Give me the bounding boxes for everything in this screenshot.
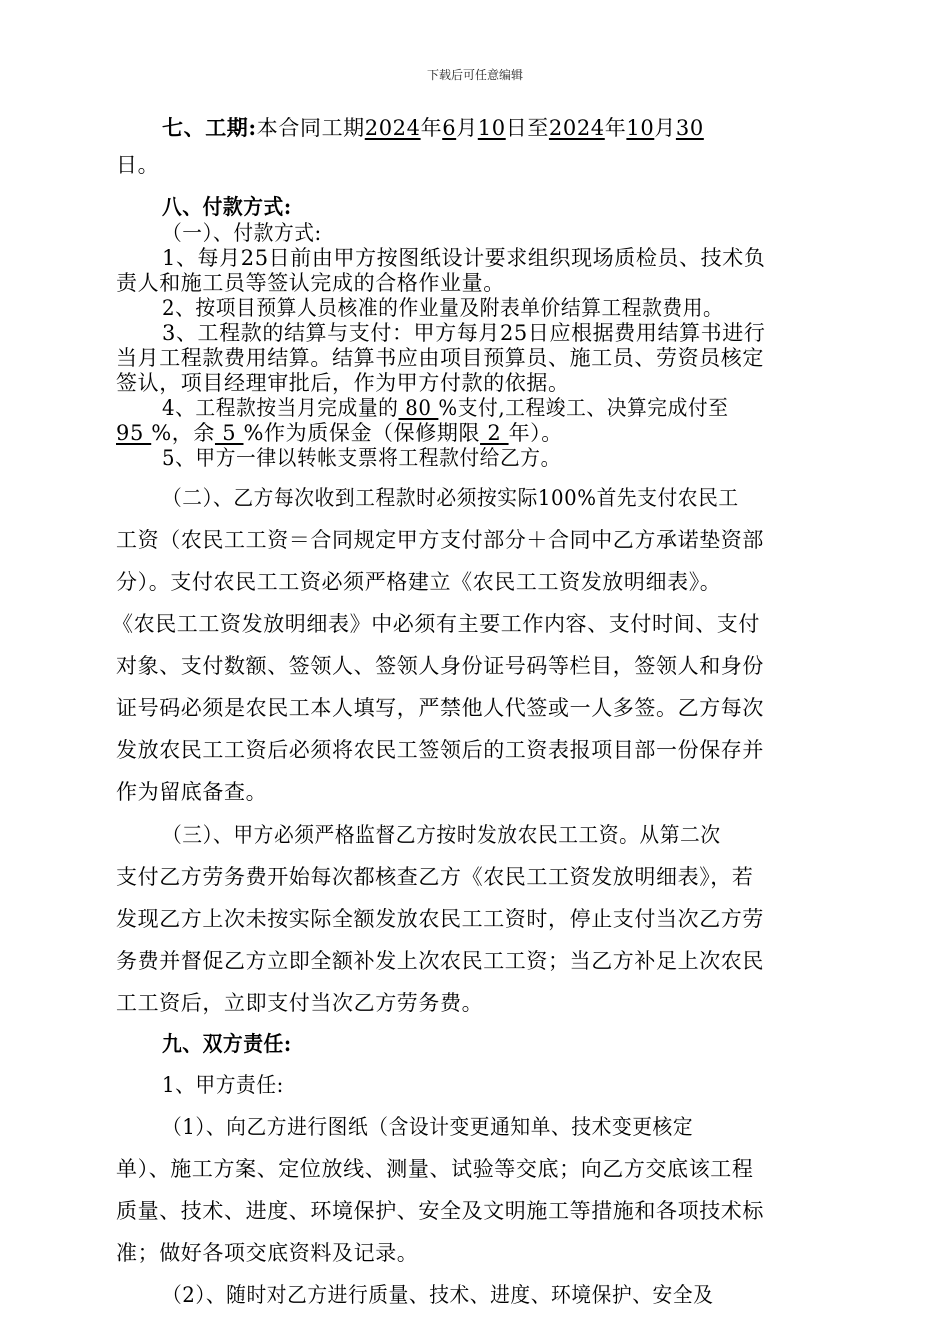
payment-sub3-line: 支付乙方劳务费开始每次都核查乙方《农民工工资发放明细表》，若 [116, 865, 754, 889]
payment-item-1-cont: 责人和施工员等签认完成的合格作业量。 [116, 271, 505, 295]
payment-sub2-line: （二）、乙方每次收到工程款时必须按实际100%首先支付农民工 [162, 486, 739, 510]
payment-sub2-line: 《农民工工资发放明细表》中必须有主要工作内容、支付时间、支付 [112, 612, 760, 636]
payment-item-1: 1、每月25日前由甲方按图纸设计要求组织现场质检员、技术负 [162, 246, 766, 270]
party-a-duty-1-line: 准；做好各项交底资料及记录。 [116, 1241, 419, 1265]
party-a-duties-title: 1、甲方责任: [162, 1073, 284, 1097]
payment-sub2-line: 证号码必须是农民工本人填写，严禁他人代签或一人多签。乙方每次 [116, 696, 764, 720]
payment-sub3-line: 务费并督促乙方立即全额补发上次农民工工资；当乙方补足上次农民 [116, 949, 764, 973]
payment-sub1: （一）、付款方式: [162, 221, 322, 245]
party-a-duty-1-line: （1）、向乙方进行图纸（含设计变更通知单、技术变更核定 [162, 1115, 694, 1139]
payment-item-3-end: 签认，项目经理审批后，作为甲方付款的依据。 [116, 371, 570, 395]
payment-sub2-line: 发放农民工工资后必须将农民工签领后的工资表报项目部一份保存并 [116, 738, 764, 762]
progress-payment-pct: 80 [398, 396, 439, 420]
retention-pct: 5 [214, 421, 244, 445]
payment-sub2-line: 作为留底备查。 [116, 780, 268, 804]
payment-sub2-line: 分）。支付农民工工资必须严格建立《农民工工资发放明细表》。 [116, 570, 722, 594]
start-day: 10 [477, 116, 506, 140]
section-8-title: 八、付款方式: [162, 194, 292, 219]
payment-item-4: 4、工程款按当月完成量的 80 %支付,工程竣工、决算完成付至 [162, 396, 729, 420]
payment-item-3: 3、工程款的结算与支付：甲方每月25日应根据费用结算书进行 [162, 321, 766, 345]
payment-item-3-cont: 当月工程款费用结算。结算书应由项目预算员、施工员、劳资员核定 [116, 346, 764, 370]
payment-item-2: 2、按项目预算人员核准的作业量及附表单价结算工程款费用。 [162, 296, 724, 320]
party-a-duty-2-line: （2）、随时对乙方进行质量、技术、进度、环境保护、安全及 [162, 1283, 714, 1307]
final-payment-pct: 95 [116, 421, 152, 445]
end-month: 10 [626, 116, 655, 140]
section-9-title: 九、双方责任: [162, 1031, 292, 1056]
start-year: 2024 [364, 116, 421, 140]
section-7-title: 七、工期: [162, 115, 257, 140]
end-day: 30 [675, 116, 704, 140]
warranty-years: 2 [480, 421, 509, 445]
payment-sub2-line: 工资（农民工工资＝合同规定甲方支付部分＋合同中乙方承诺垫资部 [116, 528, 764, 552]
schedule-tail: 日。 [116, 153, 160, 177]
party-a-duty-1-line: 单）、施工方案、定位放线、测量、试验等交底；向乙方交底该工程 [116, 1157, 754, 1181]
payment-sub3-line: 工工资后，立即支付当次乙方劳务费。 [116, 991, 484, 1015]
party-a-duty-1-line: 质量、技术、进度、环境保护、安全及文明施工等措施和各项技术标 [116, 1199, 764, 1223]
payment-item-5: 5、甲方一律以转帐支票将工程款付给乙方。 [162, 446, 561, 470]
end-year: 2024 [548, 116, 605, 140]
start-month: 6 [442, 116, 457, 140]
payment-sub3-line: （三）、甲方必须严格监督乙方按时发放农民工工资。从第二次 [162, 823, 721, 847]
payment-item-4-cont: 95 %，余 5 %作为质保金（保修期限 2 年）。 [116, 421, 563, 445]
page-header-note: 下载后可任意编辑 [426, 68, 523, 82]
schedule-line: 七、工期:本合同工期2024年6月10日至2024年10月30 [162, 115, 704, 140]
payment-sub2-line: 对象、支付数额、签领人、签领人身份证号码等栏目，签领人和身份 [116, 654, 764, 678]
payment-sub3-line: 发现乙方上次未按实际全额发放农民工工资时，停止支付当次乙方劳 [116, 907, 764, 931]
